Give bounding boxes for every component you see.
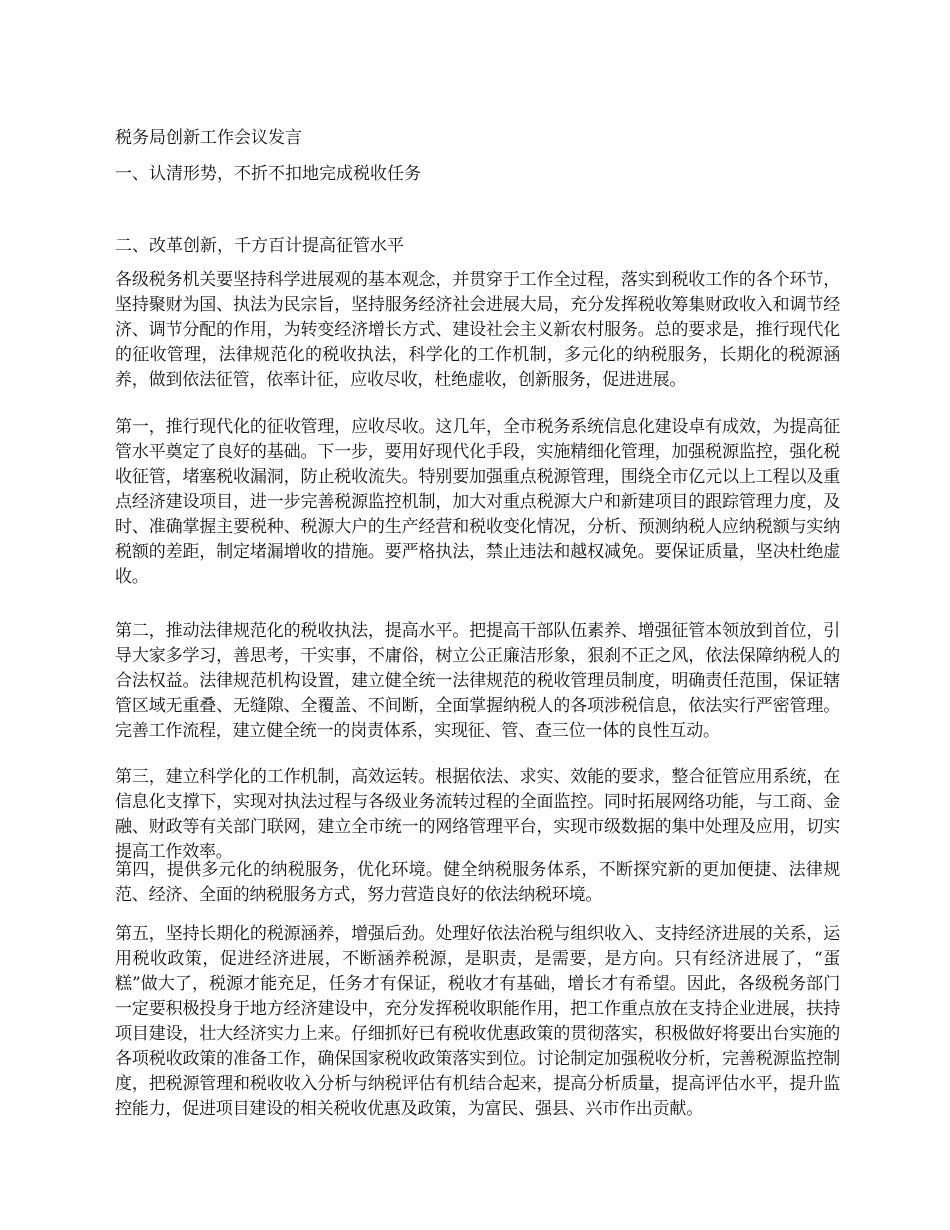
paragraph-second: 第二，推动法律规范化的税收执法，提高水平。把提高干部队伍素养、增强征管本领放到首位，引导大家多学习，善思考，干实事，不庸俗，树立公正廉洁形象，狠刹不正之风，依法保障纳税人的合法权益。法律规范机构设置，建立健全统一法律规范的税收管理员制度，明确责任范围，保证辖管区域无重叠、无缝隙、全覆盖、不间断，全面掌握纳税人的各项涉税信息，依法实行严密管理。完善工作流程，建立健全统一的岗责体系，实现征、管、查三位一体的良性互动。 (115, 621, 840, 741)
section-heading-1: 一、认清形势，不折不扣地完成税收任务 (115, 164, 421, 184)
paragraph-fifth: 第五，坚持长期化的税源涵养，增强后劲。处理好依法治税与组织收入、支持经济进展的关系，运用税收政策，促进经济进展，不断涵养税源，是职责，是需要，是方向。只有经济进展了，“蛋糕”做大了，税源才能充足，任务才有保证，税收才有基础，增长才有希望。因此，各级税务部门一定要积极投身于地方经济建设中，充分发挥税收职能作用，把工作重点放在支持企业进展，扶持项目建设，壮大经济实力上来。仔细抓好已有税收优惠政策的贯彻落实，积极做好将要出台实施的各项税收政策的准备工作，确保国家税收政策落实到位。讨论制定加强税收分析，完善税源监控制度，把税源管理和税收收入分析与纳税评估有机结合起来，提高分析质量，提高评估水平，提升监控能力，促进项目建设的相关税收优惠及政策，为富民、强县、兴市作出贡献。 (115, 924, 840, 1119)
paragraph-fourth: 第四，提供多元化的纳税服务，优化环境。健全纳税服务体系，不断探究新的更加便捷、法律规范、经济、全面的纳税服务方式，努力营造良好的依法纳税环境。 (115, 860, 840, 905)
document-title: 税务局创新工作会议发言 (115, 128, 302, 148)
paragraph-intro: 各级税务机关要坚持科学进展观的基本观念，并贯穿于工作全过程，落实到税收工作的各个环节，坚持聚财为国、执法为民宗旨，坚持服务经济社会进展大局，充分发挥税收筹集财政收入和调节经济、调节分配的作用，为转变经济增长方式、建设社会主义新农村服务。总的要求是，推行现代化的征收管理，法律规范化的税收执法，科学化的工作机制，多元化的纳税服务，长期化的税源涵养，做到依法征管，依率计征，应收尽收，杜绝虚收，创新服务，促进进展。 (115, 270, 840, 390)
paragraph-third: 第三，建立科学化的工作机制，高效运转。根据依法、求实、效能的要求，整合征管应用系统，在信息化支撑下，实现对执法过程与各级业务流转过程的全面监控。同时拓展网络功能，与工商、金融、财政等有关部门联网，建立全市统一的网络管理平台，实现市级数据的集中处理及应用，切实提高工作效率。 (115, 767, 840, 862)
section-heading-2: 二、改革创新，千方百计提高征管水平 (115, 236, 404, 256)
paragraph-first: 第一，推行现代化的征收管理，应收尽收。这几年，全市税务系统信息化建设卓有成效，为提高征管水平奠定了良好的基础。下一步，要用好现代化手段，实施精细化管理，加强税源监控，强化税收征管，堵塞税收漏洞，防止税收流失。特别要加强重点税源管理，围绕全市亿元以上工程以及重点经济建设项目，进一步完善税源监控机制，加大对重点税源大户和新建项目的跟踪管理力度，及时、准确掌握主要税种、税源大户的生产经营和税收变化情况，分析、预测纳税人应纳税额与实纳税额的差距，制定堵漏增收的措施。要严格执法，禁止违法和越权减免。要保证质量，坚决杜绝虚收。 (115, 417, 840, 587)
